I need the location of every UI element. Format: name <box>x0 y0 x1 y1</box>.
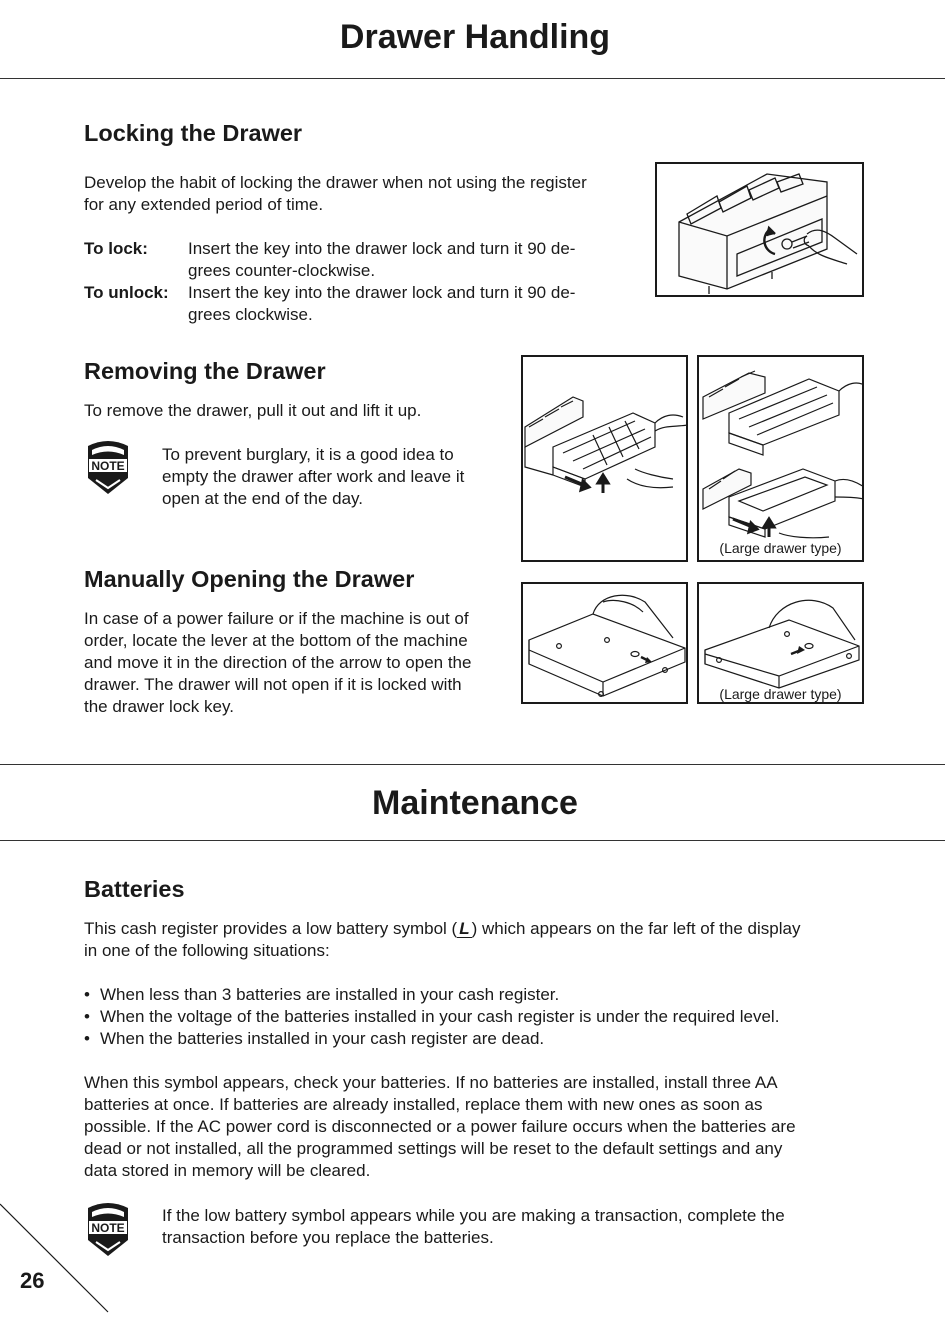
manual-text-line: and move it in the direction of the arrow to open the <box>84 653 472 672</box>
divider <box>0 764 945 765</box>
manual-text <box>84 608 514 718</box>
register-lock-illustration <box>657 164 864 297</box>
removing-note-line: open at the end of the day. <box>162 489 364 508</box>
list-item: • When less than 3 batteries are installed in your cash register. <box>84 985 560 1004</box>
list-item-text: When the batteries installed in your cash register are dead. <box>100 1029 545 1048</box>
note-icon-label: NOTE <box>91 1221 125 1235</box>
page-title: Drawer Handling <box>339 18 611 56</box>
batteries-body <box>84 1072 884 1182</box>
low-battery-symbol: L <box>459 919 470 938</box>
note-icon-label: NOTE <box>91 459 125 473</box>
figure-caption: (Large drawer type) <box>719 540 842 556</box>
divider <box>0 78 945 79</box>
page-title-maintenance: Maintenance <box>372 784 578 822</box>
page-number: 26 <box>20 1268 45 1293</box>
remove-large-drawer-illustration <box>699 357 864 562</box>
remove-drawer-illustration <box>523 357 688 562</box>
section-title-manual: Manually Opening the Drawer <box>84 566 415 592</box>
lock-label: To lock: <box>84 239 148 258</box>
list-item: • When the batteries installed in your cash register are dead. <box>84 1029 545 1048</box>
list-item-text: When less than 3 batteries are installed in your cash register. <box>100 985 560 1004</box>
figure-remove-drawer <box>521 355 688 562</box>
locking-intro <box>84 172 644 216</box>
batteries-body-line: batteries at once. If batteries are already installed, replace them with new ones as soon as <box>84 1095 763 1114</box>
batteries-body-line: When this symbol appears, check your batteries. If no batteries are installed, install three AA <box>84 1073 778 1092</box>
manual-text-line: In case of a power failure or if the machine is out of <box>84 609 469 628</box>
section-title-batteries: Batteries <box>84 876 185 902</box>
manual-text-line: the drawer lock key. <box>84 697 234 716</box>
removing-text: To remove the drawer, pull it out and lift it up. <box>84 401 422 420</box>
removing-note <box>162 444 512 510</box>
unlock-label: To unlock: <box>84 283 169 302</box>
figure-caption: (Large drawer type) <box>719 686 842 702</box>
unlock-text-line: Insert the key into the drawer lock and turn it 90 de- <box>188 283 576 302</box>
batteries-note-line: If the low battery symbol appears while you are making a transaction, complete the <box>162 1206 785 1225</box>
section-title-locking: Locking the Drawer <box>84 120 303 146</box>
locking-intro-line: for any extended period of time. <box>84 195 324 214</box>
locking-intro-line: Develop the habit of locking the drawer when not using the register <box>84 173 587 192</box>
removing-note-line: To prevent burglary, it is a good idea to <box>162 445 454 464</box>
batteries-note <box>162 1205 882 1249</box>
batteries-body-line: dead or not installed, all the programmed settings will be reset to the default settings and any <box>84 1139 783 1158</box>
divider <box>0 840 945 841</box>
lock-text <box>188 238 618 282</box>
list-item: • When the voltage of the batteries installed in your cash register is under the required level. <box>84 1007 780 1026</box>
manual-text-line: order, locate the lever at the bottom of the machine <box>84 631 468 650</box>
register-bottom-illustration <box>523 584 688 704</box>
batteries-intro-text: ) which appears on the far left of the display <box>471 919 801 938</box>
unlock-text-line: grees clockwise. <box>188 305 313 324</box>
lock-text-line: Insert the key into the drawer lock and turn it 90 de- <box>188 239 576 258</box>
unlock-text <box>188 282 618 326</box>
note-icon <box>84 438 132 501</box>
figure-bottom-lever <box>521 582 688 704</box>
batteries-intro-text: in one of the following situations: <box>84 941 330 960</box>
figure-remove-drawer-large <box>697 355 864 562</box>
manual-text-line: drawer. The drawer will not open if it is locked with <box>84 675 462 694</box>
batteries-intro <box>84 918 874 962</box>
removing-note-line: empty the drawer after work and leave it <box>162 467 465 486</box>
batteries-body-line: data stored in memory will be cleared. <box>84 1161 371 1180</box>
list-item-text: When the voltage of the batteries installed in your cash register is under the required level. <box>100 1007 780 1026</box>
figure-drawer-lock <box>655 162 864 297</box>
figure-bottom-lever-large <box>697 582 864 704</box>
page-corner-line <box>0 1200 120 1333</box>
section-title-removing: Removing the Drawer <box>84 358 326 384</box>
lock-text-line: grees counter-clockwise. <box>188 261 376 280</box>
batteries-note-line: transaction before you replace the batteries. <box>162 1228 494 1247</box>
batteries-body-line: possible. If the AC power cord is disconnected or a power failure occurs when the batteries are <box>84 1117 796 1136</box>
batteries-intro-text: This cash register provides a low battery symbol ( <box>84 919 458 938</box>
